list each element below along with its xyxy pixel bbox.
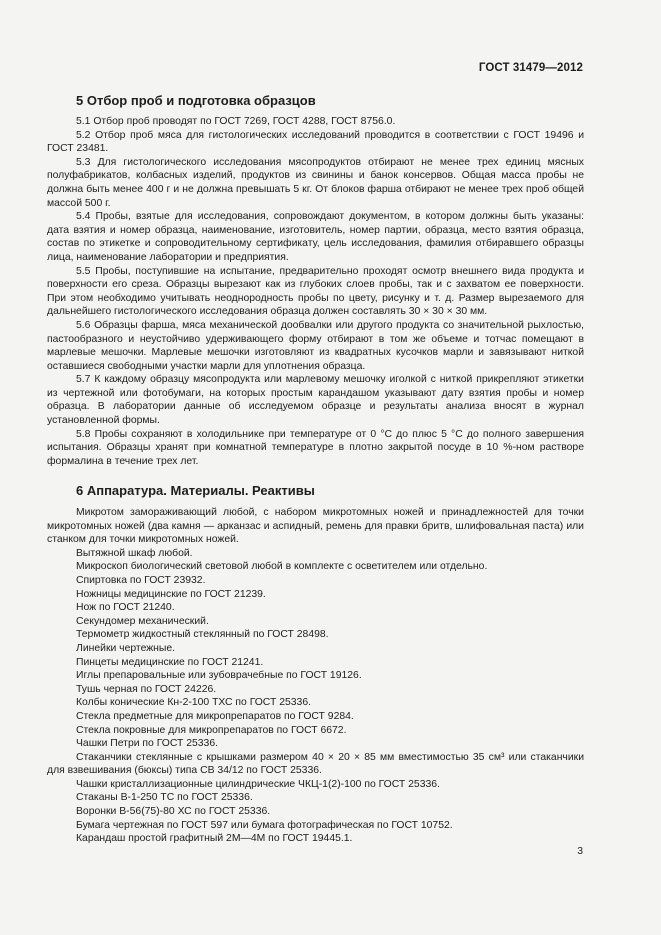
section-6-title: 6 Аппаратура. Материалы. Реактивы: [76, 483, 315, 498]
list-item: Бумага чертежная по ГОСТ 597 или бумага фотографическая по ГОСТ 10752.: [76, 819, 453, 831]
list-item: Термометр жидкостный стеклянный по ГОСТ 28498.: [76, 629, 329, 641]
paragraph-5-5: 5.5 Пробы, поступившие на испытание, предварительно проходят осмотр внешнего вида продукта и поверхности его среза. Образцы вырезают как из глубоких слоев пробы, так и с захватом ее поверхности. При этом необходимо учитывать неоднородность пробы по цвету, рисунку и т. д. Размер вырезаемого для дальнейшего гистологического исследования образца должен составлять 30 × 30 × 30 мм.: [47, 265, 584, 318]
list-item: Ножницы медицинские по ГОСТ 21239.: [76, 588, 266, 600]
list-item: Нож по ГОСТ 21240.: [76, 602, 175, 614]
paragraph-5-1: 5.1 Отбор проб проводят по ГОСТ 7269, ГОСТ 4288, ГОСТ 8756.0.: [76, 116, 396, 127]
list-item: Стаканчики стеклянные с крышками размером 40 × 20 × 85 мм вместимостью 35 см³ или стаканчики для взвешивания (бюксы) типа СВ 34/12 по ГОСТ 25336.: [47, 751, 584, 777]
section-5-title: 5 Отбор проб и подготовка образцов: [76, 93, 316, 108]
standard-header: ГОСТ 31479—2012: [478, 62, 583, 74]
paragraph-5-2: 5.2 Отбор проб мяса для гистологических исследований проводится в соответствии с ГОСТ 19496 и ГОСТ 23481.: [47, 129, 584, 155]
paragraph-5-8: 5.8 Пробы сохраняют в холодильнике при температуре от 0 °С до плюс 5 °С до полного завершения испытания. Образцы хранят при комнатной температуре в плотно закрытой посуде в 10 %-ном растворе формалина в течение трех лет.: [47, 428, 584, 467]
section-6-list: [47, 506, 584, 846]
list-item: Тушь черная по ГОСТ 24226.: [76, 683, 217, 695]
list-item: Воронки В-56(75)-80 ХС по ГОСТ 25336.: [76, 806, 271, 818]
list-item: Микротом замораживающий любой, с набором микротомных ножей и принадлежностей для точки микротомных ножей (два камня — арканзас и аспидный, ремень для правки бритв, шлифовальная паста) или станком для точки микротомных ножей.: [47, 507, 584, 546]
list-item: Чашки кристаллизационные цилиндрические ЧКЦ-1(2)-100 по ГОСТ 25336.: [76, 778, 440, 790]
list-item: Спиртовка по ГОСТ 23932.: [76, 574, 206, 586]
page-number: 3: [577, 846, 583, 857]
list-item: Стекла предметные для микропрепаратов по ГОСТ 9284.: [76, 710, 354, 722]
list-item: Пинцеты медицинские по ГОСТ 21241.: [76, 656, 264, 668]
paragraph-5-3: 5.3 Для гистологического исследования мясопродуктов отбирают не менее трех единиц мясных полуфабрикатов, колбасных изделий, продуктов из свинины и банок консервов. Общая масса пробы не должна быть менее 400 г и не должна превышать 5 кг. От блоков фарша отбирают не менее трех проб общей массой 500 г.: [47, 156, 584, 209]
section-5-body: [47, 115, 584, 468]
paragraph-5-7: 5.7 К каждому образцу мясопродукта или марлевому мешочку иголкой с ниткой прикрепляют этикетки из чертежной или фотобумаги, на которых простым карандашом указывают дату взятия пробы и номер образца. В лаборатории данные об исследуемом образце и результаты анализа вносят в журнал установленной формы.: [47, 374, 584, 427]
list-item: Микроскоп биологический световой любой в комплекте с осветителем или отдельно.: [76, 561, 488, 573]
list-item: Колбы конические Кн-2-100 ТХС по ГОСТ 25336.: [76, 697, 311, 709]
list-item: Чашки Петри по ГОСТ 25336.: [76, 738, 218, 750]
paragraph-5-4: 5.4 Пробы, взятые для исследования, сопровождают документом, в котором должны быть указаны: дата взятия и номер образца, наименование, изготовитель, номер партии, образца, место взятия образца, состав по этикетке и сопроводительному сертификату, цель исследования, фамилия отбиравшего образцы лица, наименование лаборатории и предприятия.: [47, 211, 584, 263]
list-item: Карандаш простой графитный 2М—4М по ГОСТ 19445.1.: [76, 833, 353, 845]
list-item: Вытяжной шкаф любой.: [76, 547, 193, 559]
list-item: Стаканы В-1-250 ТС по ГОСТ 25336.: [76, 792, 253, 804]
list-item: Секундомер механический.: [76, 615, 209, 627]
paragraph-5-6: 5.6 Образцы фарша, мяса механической дообвалки или другого продукта со значительной рыхлостью, пастообразного и неустойчиво удерживающего форму отбирают в том же объеме и тотчас помещают в марлевые мешочки. Марлевые мешочки изготовляют из квадратных кусочков марли и завязывают ниткой оставшиеся свободными участки марли для уплотнения образца.: [47, 319, 584, 372]
list-item: Линейки чертежные.: [76, 642, 176, 654]
list-item: Иглы препаровальные или зубоврачебные по ГОСТ 19126.: [76, 670, 362, 682]
list-item: Стекла покровные для микропрепаратов по ГОСТ 6672.: [76, 724, 347, 736]
